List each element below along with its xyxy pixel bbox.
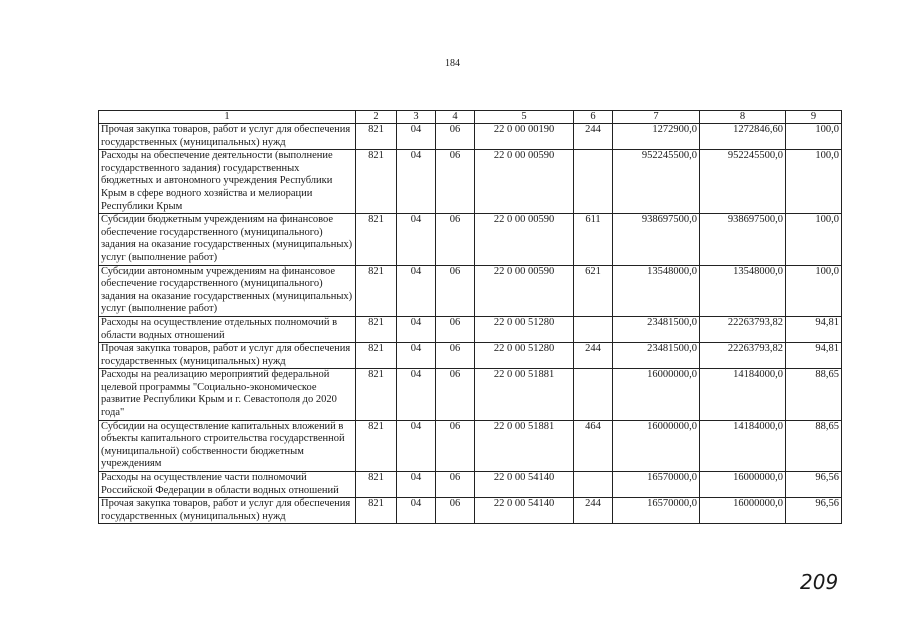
execution-percent: 96,56 (786, 498, 842, 524)
subsection-code: 06 (436, 124, 475, 150)
row-name: Расходы на осуществление отдельных полномочий в области водных отношений (99, 316, 356, 342)
row-name: Расходы на обеспечение деятельности (выполнение государственного задания) государственных бюджетных и автономного учреждения Республики Крым в сфере водного хозяйства и мелиорации Республики Крым (99, 150, 356, 214)
expense-type-code: 464 (574, 420, 613, 471)
target-article-code: 22 0 00 51280 (475, 343, 574, 369)
ministry-code: 821 (356, 472, 397, 498)
col-header-1: 1 (99, 111, 356, 124)
section-code: 04 (397, 214, 436, 265)
target-article-code: 22 0 00 51881 (475, 420, 574, 471)
section-code: 04 (397, 265, 436, 316)
expense-type-code: 621 (574, 265, 613, 316)
section-code: 04 (397, 498, 436, 524)
execution-percent: 88,65 (786, 420, 842, 471)
ministry-code: 821 (356, 316, 397, 342)
table-row (99, 343, 842, 369)
executed-amount: 14184000,0 (700, 369, 786, 420)
row-name: Расходы на осуществление части полномочий Российской Федерации в области водных отношений (99, 472, 356, 498)
target-article-code: 22 0 00 54140 (475, 472, 574, 498)
executed-amount: 13548000,0 (700, 265, 786, 316)
subsection-code: 06 (436, 472, 475, 498)
col-header-3: 3 (397, 111, 436, 124)
ministry-code: 821 (356, 369, 397, 420)
subsection-code: 06 (436, 420, 475, 471)
ministry-code: 821 (356, 124, 397, 150)
section-code: 04 (397, 316, 436, 342)
col-header-7: 7 (613, 111, 700, 124)
ministry-code: 821 (356, 420, 397, 471)
planned-amount: 13548000,0 (613, 265, 700, 316)
planned-amount: 1272900,0 (613, 124, 700, 150)
subsection-code: 06 (436, 214, 475, 265)
budget-table (98, 110, 842, 524)
row-name: Расходы на реализацию мероприятий федеральной целевой программы "Социально-экономическое развитие Республики Крым и г. Севастополя до 2020 года" (99, 369, 356, 420)
section-code: 04 (397, 124, 436, 150)
subsection-code: 06 (436, 498, 475, 524)
expense-type-code: 611 (574, 214, 613, 265)
executed-amount: 1272846,60 (700, 124, 786, 150)
expense-type-code (574, 316, 613, 342)
table-row (99, 265, 842, 316)
target-article-code: 22 0 00 00590 (475, 265, 574, 316)
planned-amount: 952245500,0 (613, 150, 700, 214)
executed-amount: 952245500,0 (700, 150, 786, 214)
table-row (99, 472, 842, 498)
table-row (99, 369, 842, 420)
col-header-2: 2 (356, 111, 397, 124)
col-header-5: 5 (475, 111, 574, 124)
row-name: Субсидии автономным учреждениям на финансовое обеспечение государственного (муниципального) задания на оказание государственных (муниципальных) услуг (выполнение работ) (99, 265, 356, 316)
ministry-code: 821 (356, 498, 397, 524)
planned-amount: 16570000,0 (613, 498, 700, 524)
ministry-code: 821 (356, 265, 397, 316)
execution-percent: 100,0 (786, 265, 842, 316)
target-article-code: 22 0 00 00590 (475, 214, 574, 265)
col-header-6: 6 (574, 111, 613, 124)
row-name: Субсидии на осуществление капитальных вложений в объекты капитального строительства государственной (муниципальной) собственности бюджетным учреждениям (99, 420, 356, 471)
section-code: 04 (397, 369, 436, 420)
col-header-8: 8 (700, 111, 786, 124)
execution-percent: 94,81 (786, 343, 842, 369)
expense-type-code (574, 472, 613, 498)
planned-amount: 938697500,0 (613, 214, 700, 265)
header-row (99, 111, 842, 124)
section-code: 04 (397, 420, 436, 471)
executed-amount: 16000000,0 (700, 472, 786, 498)
execution-percent: 100,0 (786, 124, 842, 150)
target-article-code: 22 0 00 51881 (475, 369, 574, 420)
row-name: Субсидии бюджетным учреждениям на финансовое обеспечение государственного (муниципального) задания на оказание государственных (муниципальных) услуг (выполнение работ) (99, 214, 356, 265)
col-header-4: 4 (436, 111, 475, 124)
execution-percent: 88,65 (786, 369, 842, 420)
target-article-code: 22 0 00 00190 (475, 124, 574, 150)
planned-amount: 16570000,0 (613, 472, 700, 498)
row-name: Прочая закупка товаров, работ и услуг для обеспечения государственных (муниципальных) нужд (99, 498, 356, 524)
execution-percent: 94,81 (786, 316, 842, 342)
col-header-9: 9 (786, 111, 842, 124)
row-name: Прочая закупка товаров, работ и услуг для обеспечения государственных (муниципальных) нужд (99, 124, 356, 150)
section-code: 04 (397, 472, 436, 498)
executed-amount: 16000000,0 (700, 498, 786, 524)
subsection-code: 06 (436, 343, 475, 369)
subsection-code: 06 (436, 265, 475, 316)
subsection-code: 06 (436, 369, 475, 420)
row-name: Прочая закупка товаров, работ и услуг для обеспечения государственных (муниципальных) нужд (99, 343, 356, 369)
expense-type-code: 244 (574, 498, 613, 524)
executed-amount: 22263793,82 (700, 316, 786, 342)
table-row (99, 420, 842, 471)
executed-amount: 22263793,82 (700, 343, 786, 369)
table-row (99, 316, 842, 342)
table-row (99, 150, 842, 214)
expense-type-code (574, 369, 613, 420)
table-row (99, 124, 842, 150)
planned-amount: 16000000,0 (613, 420, 700, 471)
ministry-code: 821 (356, 150, 397, 214)
planned-amount: 16000000,0 (613, 369, 700, 420)
target-article-code: 22 0 00 54140 (475, 498, 574, 524)
execution-percent: 100,0 (786, 214, 842, 265)
section-code: 04 (397, 150, 436, 214)
section-code: 04 (397, 343, 436, 369)
subsection-code: 06 (436, 150, 475, 214)
execution-percent: 100,0 (786, 150, 842, 214)
target-article-code: 22 0 00 51280 (475, 316, 574, 342)
execution-percent: 96,56 (786, 472, 842, 498)
expense-type-code: 244 (574, 124, 613, 150)
page-number: 184 (445, 58, 460, 69)
planned-amount: 23481500,0 (613, 343, 700, 369)
expense-type-code (574, 150, 613, 214)
planned-amount: 23481500,0 (613, 316, 700, 342)
ministry-code: 821 (356, 214, 397, 265)
ministry-code: 821 (356, 343, 397, 369)
target-article-code: 22 0 00 00590 (475, 150, 574, 214)
subsection-code: 06 (436, 316, 475, 342)
table-row (99, 498, 842, 524)
executed-amount: 938697500,0 (700, 214, 786, 265)
table-row (99, 214, 842, 265)
expense-type-code: 244 (574, 343, 613, 369)
executed-amount: 14184000,0 (700, 420, 786, 471)
handwritten-page-number: 209 (800, 570, 839, 594)
